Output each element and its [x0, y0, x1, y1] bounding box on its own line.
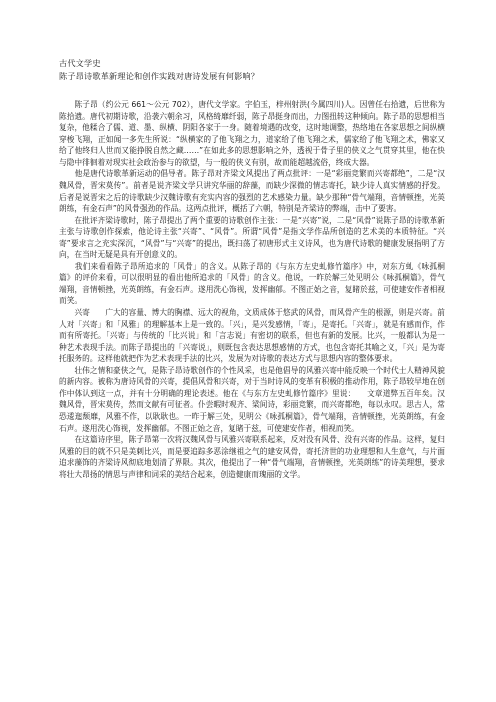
paragraph: 在批评齐梁诗歌时，陈子昂提出了两个重要的诗歌创作主张：一是“兴寄”说，二是“风骨”说陈子昂的诗歌革新主张与诗歌创作探索，他论诗主张“兴寄”、“风骨”。所谓“风骨”是指文学作品所创造的艺术美的本质特征。“兴寄”要求言之充实深沉，“风骨”与“兴寄”的提出，既扫荡了初唐形式主义诗风，也为唐代诗歌的健康发展指明了方向，在当时无疑是具有开创意义的。	[59, 215, 445, 260]
document-header	[59, 57, 445, 82]
document-category: 古代文学史	[59, 58, 101, 68]
paragraph: 在这篇诗序里，陈子昂第一次将汉魏风骨与风雅兴寄联系起来，反对没有风骨、没有兴寄的作品。这样，复归风雅的目的就不只是美刺比兴，而是要追踪多恶涂继祖之气的建安风骨，寄托济世的功业理想和人生意气，与片面追求藻饰的齐梁诗风彻底地划清了界限。其次，他提出了一种“骨气端翔，音情顿挫，光英朗练”的诗美理想，要求将壮大昂扬的情思与声律和词采的美结合起来，创造健康而瑰丽的文学。	[59, 435, 445, 479]
paragraph: 他是唐代诗歌革新运动的倡导者。陈子昂对齐梁文风提出了两点批评：一是“彩丽竞繁而兴寄都绝”，二是“汉魏风骨，晋宋莫传”。前者是说齐梁文学只讲究华丽的辞藻，而缺少深微的情志寄托，缺少诗人真实情感的抒发。后者是说晋宋之后的诗歌缺少汉魏诗歌有充实内容的强烈的艺术感染力量。缺少那种“骨气端翔，音情顿挫，光英朗练，有金石声”的风骨强劲的作品。这两点批评，概括了六朝，特别是齐梁诗的弊端，击中了要害。	[59, 169, 445, 214]
paragraph: 兴寄 广大的容量、博大的胸襟、远大的视角，文质成体于悠武的风骨，而风骨产生的根源，则是兴寄。前人对「兴寄」和「风雅」的理解基本上是一致的。「兴」，是兴发感情，「寄」，是寄托。「兴寄」，就是有感而作，作而有所寄托。「兴寄」与传统的「比兴说」和「言志说」有密切的联系，但也有新的发展。比兴，一般都认为是一种艺术表现手法。而陈子昂提出的「兴寄说」，则既包含表达思想感情的方式，也包含寄托其喻之义，「兴」是为寄托服务的。这样他就把作为艺术表现手法的比兴，发展为对诗歌的表达方式与思想内容的整体要求。	[59, 308, 445, 364]
paragraph: 陈子昂（约公元 661～公元 702），唐代文学家。字伯玉，梓州射洪(今属四川)人。因曾任右拾遗，后世称为陈拾遗。唐代初期诗歌，沿袭六朝余习，风格绮靡纤弱，陈子昂挺身而出，力图扭转这种倾向。陈子昂的思想相当复杂，他糅合了儒、道、墨、纵横、阴阳各家于一身。随着境遇的改变，这时地调整，热络地在各家思想之间纵横穿梭飞翔，正如闻一多先生所说：“纵横家的了他飞翔之力，道家给了他飞翔之术，儒家给了他飞翔之术，佛家又给了他终归人世而又能挣脱自然之藏……”在如此多的思想影响之外，透视于骨子里的侠义之气贯穿其里，他在快与隐中徘徊着对现实社会政治参与的欲望，与一般的侠义有别，故而能超越流俗，终成大器。	[59, 100, 445, 167]
document-body	[59, 99, 445, 480]
document-title: 陈子昂诗歌革新理论和创作实践对唐诗发展有何影响？	[59, 70, 260, 81]
document-content	[59, 57, 445, 480]
paragraph: 我们来看看陈子昂所追求的「风骨」的含义。从陈子昂的《与东方左史虬修竹篇序》中，对东方虬《咏孤桐篇》的评价来看，可以很明显的看出他所追求的「风骨」的含义。他说，一昨於解三处见明公《咏孤桐篇》，骨气端翔，音情顿挫，光英朗练，有金石声。遂用洗心饰视，发挥幽郁。不图正始之音，复睹於兹，可使建安作者相视而笑。	[59, 261, 445, 306]
paragraph: 壮伟之情和豪侠之气，是陈子昂诗歌创作的个性风采，也是他倡导的风雅兴寄中能反映一个时代士人精神风貌的新内容。被称为唐诗风骨的兴寄，提倡风骨和兴寄，对于当时诗风的变革有积极的推动作用，陈子昂较早地在创作中体认到这一点，并有十分明确的理论表述。他在《与东方左史虬修竹篇序》里说： 文章道弊五百年矣。汉魏风骨，晋宋莫传，然而文献有可征者。仆尝暇时观齐、梁间诗，彩丽竞繁，而兴寄都绝，每以永叹。思古人，常恐逶迤颓靡，风雅不作，以耿耿也。一昨于解三处，见明公《咏孤桐篇》，骨气端翔，音情顿挫，光英朗练，有金石声。遂用洗心饰视，发挥幽郁。不图正始之音，复睹于兹，可使建安作者，相视而笑。	[59, 365, 445, 433]
